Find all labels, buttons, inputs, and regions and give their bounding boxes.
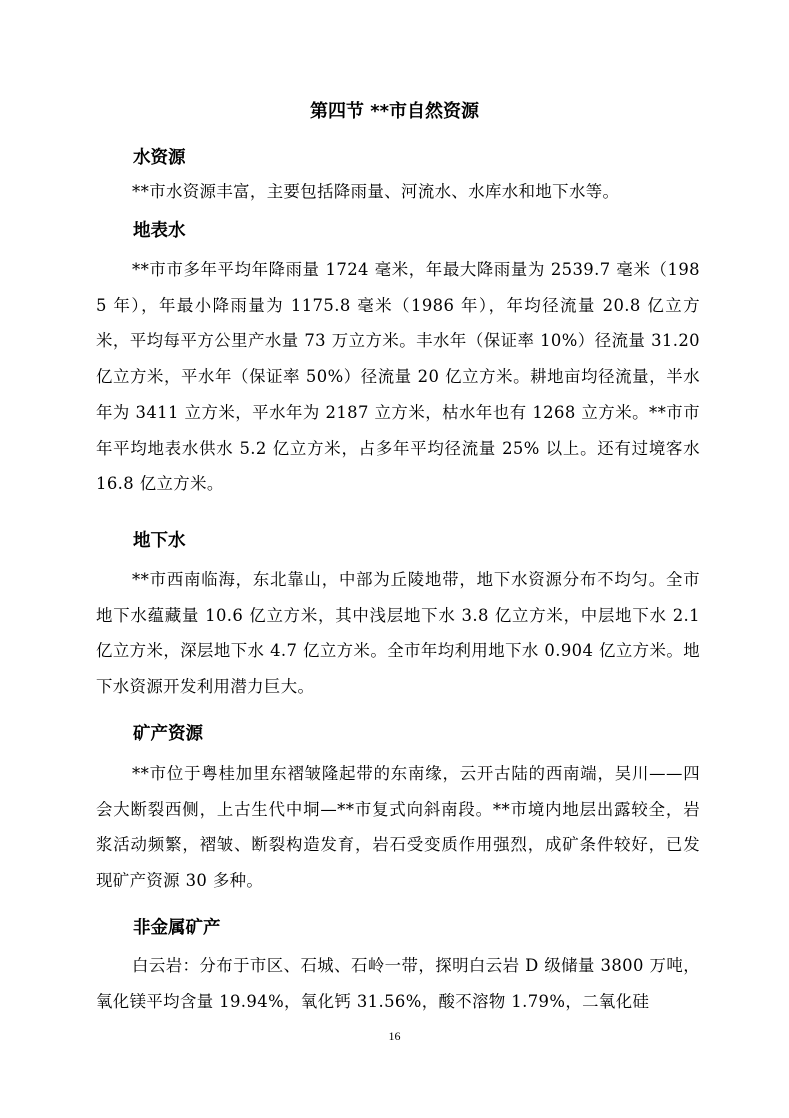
page-title: 第四节 **市自然资源 <box>309 101 480 122</box>
section-heading-mineral-resources: 矿产资源 <box>133 724 203 744</box>
section-paragraph-nonmetallic-minerals: 白云岩：分布于市区、石城、石岭一带，探明白云岩 D 级储量 3800 万吨，氧化镁平均含量 19.94%，氧化钙 31.56%，酸不溶物 1.79%，二氧化硅 <box>96 956 700 1011</box>
section-paragraph-mineral-resources: **市位于粤桂加里东褶皱隆起带的东南缘，云开古陆的西南端，吴川——四会大断裂西侧，上古生代中垌—**市复式向斜南段。**市境内地层出露较全，岩浆活动频繁，褶皱、断裂构造发育，岩石受变质作用强烈，成矿条件较好，已发现矿产资源 30 多种。 <box>96 764 700 891</box>
section-paragraph-surface-water: **市市多年平均年降雨量 1724 毫米，年最大降雨量为 2539.7 毫米（1985 年），年最小降雨量为 1175.8 毫米（1986 年），年均径流量 20.8 亿立方米，平均每平方公里产水量 73 万立方米。丰水年（保证率 10%）径流量 31.20 亿立方米，平水年（保证率 50%）径流量 20 亿立方米。耕地亩均径流量，半水年为 3411 立方米，平水年为 2187 立方米，枯水年也有 1268 立方米。**市市年平均地表水供水 5.2 亿立方米，占多年平均径流量 25% 以上。还有过境客水 16.8 亿立方米。 <box>96 260 700 494</box>
section-heading-surface-water: 地表水 <box>133 221 186 241</box>
section-paragraph-water-resources: **市水资源丰富，主要包括降雨量、河流水、水库水和地下水等。 <box>132 182 620 201</box>
page-number: 16 <box>388 1029 401 1043</box>
section-paragraph-groundwater: **市西南临海，东北靠山，中部为丘陵地带，地下水资源分布不均匀。全市地下水蕴藏量 10.6 亿立方米，其中浅层地下水 3.8 亿立方米，中层地下水 2.1 亿立方米，深层地下水 4.7 亿立方米。全市年均利用地下水 0.904 亿立方米。地下水资源开发利用潜力巨大。 <box>96 570 700 697</box>
section-heading-water-resources: 水资源 <box>133 148 186 168</box>
section-heading-nonmetallic-minerals: 非金属矿产 <box>133 918 221 938</box>
section-heading-groundwater: 地下水 <box>133 531 186 551</box>
